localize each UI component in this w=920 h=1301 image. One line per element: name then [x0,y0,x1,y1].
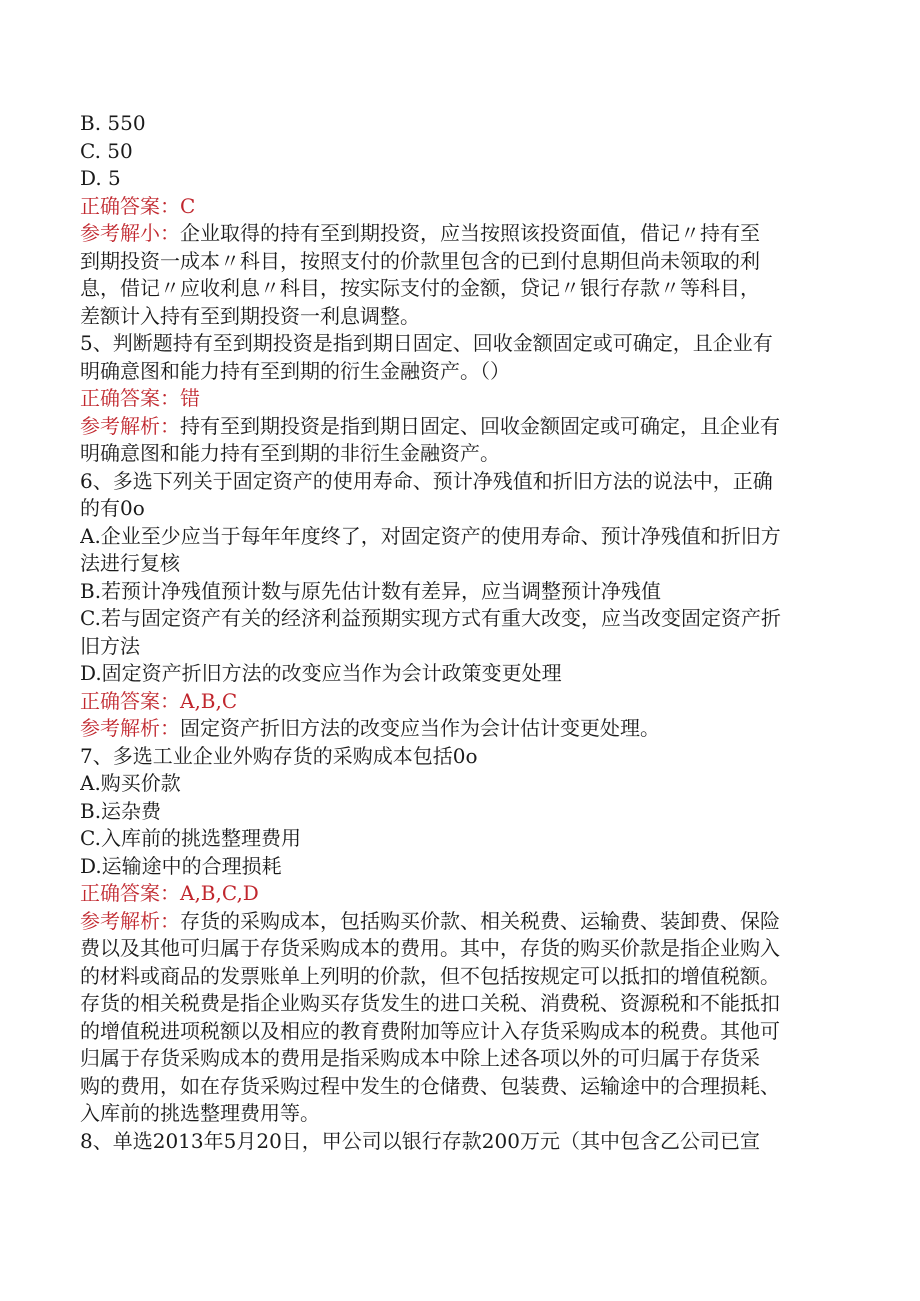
option-line: B. 550 [80,111,146,135]
explanation-line: 归属于存货采购成本的费用是指采购成本中除上述各项以外的可归属于存货采 [80,1046,760,1070]
option-line: B.运杂费 [80,798,162,823]
explanation-line: 明确意图和能力持有至到期的非衍生金融资产。 [80,441,500,465]
explanation-line: 的材料或商品的发票账单上列明的价款，但不包括按规定可以抵扣的增值税额。 [80,963,780,988]
question-line: 8、单选2013年5月20日，甲公司以银行存款200万元（其中包含乙公司已宣 [80,1128,760,1153]
explanation-line: 参考解析：持有至到期投资是指到期日固定、回收金额固定或可确定，且企业有 [80,413,780,438]
explanation-line: 息，借记〃应收利息〃科目，按实际支付的金额，贷记〃银行存款〃等科目， [80,276,760,300]
explanation-line: 购的费用，如在存货采购过程中发生的仓储费、包装费、运输途中的合理损耗、 [80,1073,780,1098]
answer-line [80,193,840,221]
answer-label: 正确答案： [80,688,180,713]
option-line: C.入库前的挑选整理费用 [80,826,301,850]
option-line: C. 50 [80,138,133,163]
answer-value: C [180,193,196,218]
explanation-line: 的增值税进项税额以及相应的教育费附加等应计入存货采购成本的税费。其他可 [80,1018,780,1043]
option-line: D.运输途中的合理损耗 [80,853,282,878]
answer-line [80,385,840,413]
option-line: A.购买价款 [80,771,181,795]
explanation-line: 到期投资一成本〃科目，按照支付的价款里包含的已到付息期但尚未领取的利 [80,248,760,273]
answer-value: A,B,C [180,688,238,713]
explanation-line: 入库前的挑选整理费用等。 [80,1101,320,1125]
answer-label: 正确答案： [80,193,180,218]
explanation-label: 参考解小： [80,221,180,245]
question-line: 5、判断题持有至到期投资是指到期日固定、回收金额固定或可确定，且企业有 [80,331,773,355]
document-page [80,110,840,1155]
explanation-line: 差额计入持有至到期投资一利息调整。 [80,303,420,328]
answer-value: 错 [180,386,200,410]
option-line: D. 5 [80,166,121,190]
option-line: C.若与固定资产有关的经济利益预期实现方式有重大改变，应当改变固定资产折 [80,606,781,630]
option-line: 旧方法 [80,633,140,658]
option-line: D.固定资产折旧方法的改变应当作为会计政策变更处理 [80,661,562,685]
option-line: A.企业至少应当于每年年度终了，对固定资产的使用寿命、预计净残值和折旧方 [80,523,781,548]
question-line: 6、多选下列关于固定资产的使用寿命、预计净残值和折旧方法的说法中，正确 [80,468,773,493]
explanation-line: 存货的相关税费是指企业购买存货发生的进口关税、消费税、资源税和不能抵扣 [80,991,780,1015]
answer-label: 正确答案： [80,386,180,410]
answer-value: A,B,C,D [180,881,259,905]
question-line: 7、多选工业企业外购存货的采购成本包括0o [80,743,478,768]
answer-line [80,688,840,716]
explanation-line: 参考解析：存货的采购成本，包括购买价款、相关税费、运输费、装卸费、保险 [80,908,780,933]
explanation-line: 参考解小：企业取得的持有至到期投资，应当按照该投资面值，借记〃持有至 [80,221,760,245]
option-line: B.若预计净残值预计数与原先估计数有差异，应当调整预计净残值 [80,578,662,603]
explanation-line: 参考解析：固定资产折旧方法的改变应当作为会计估计变更处理。 [80,716,660,740]
answer-line [80,880,840,908]
explanation-label: 参考解析： [80,716,180,740]
option-line: 法进行复核 [80,551,180,575]
explanation-label: 参考解析： [80,908,180,933]
question-line: 明确意图和能力持有至到期的衍生金融资产。（） [80,358,510,383]
answer-label: 正确答案： [80,881,180,905]
explanation-label: 参考解析： [80,413,180,438]
explanation-line: 费以及其他可归属于存货采购成本的费用。其中，存货的购买价款是指企业购入 [80,936,780,960]
question-line: 的有0o [80,496,145,520]
